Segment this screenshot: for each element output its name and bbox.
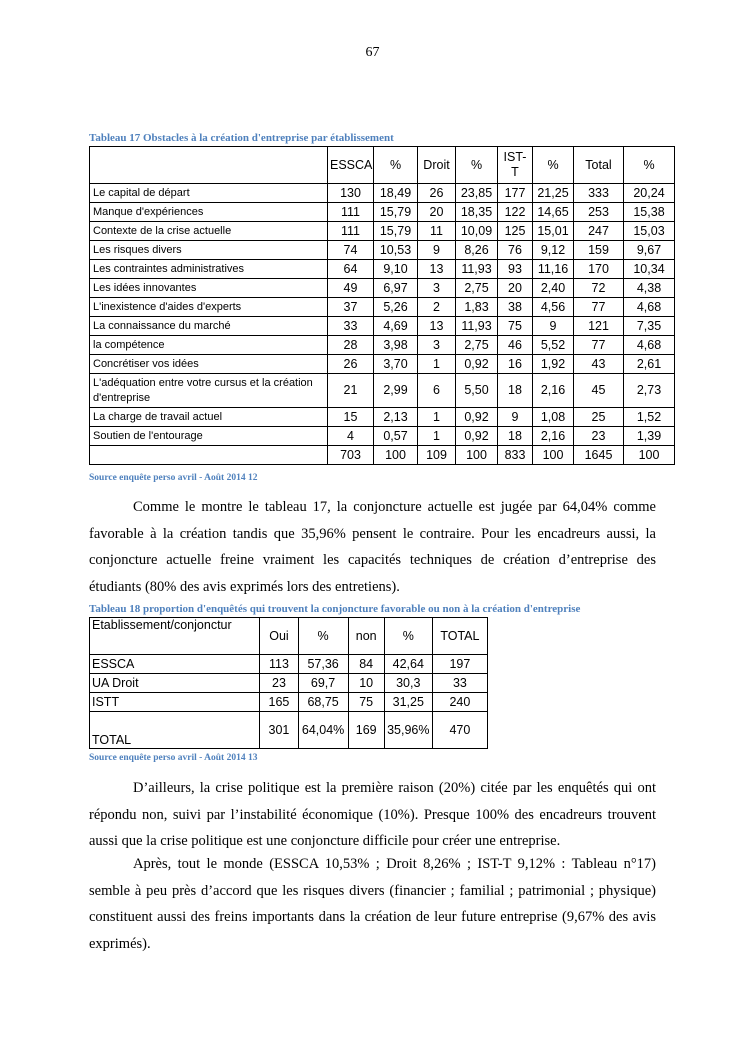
table-cell: 159: [574, 241, 624, 260]
table-cell: 9: [418, 241, 456, 260]
table-cell: 64: [328, 260, 374, 279]
table-cell: 4,69: [374, 317, 418, 336]
header-cell: %: [533, 147, 574, 184]
table-cell: 2,40: [533, 279, 574, 298]
paragraph-1: Comme le montre le tableau 17, la conjoncture actuelle est jugée par 64,04% comme favorable à la création tandis que 35,96% pensent le contraire. Pour les encadreurs aussi, la conjoncture actuelle freine vraiment les capacités techniques de création d’entreprise des étudiants (80% des avis exprimés lors des entretiens).: [89, 499, 656, 595]
table-cell: 1645: [574, 446, 624, 465]
table-cell: 45: [574, 374, 624, 408]
table-cell: 75: [348, 693, 384, 712]
table17-caption: Tableau 17 Obstacles à la création d'entreprise par établissement: [89, 132, 394, 144]
table-cell: 5,26: [374, 298, 418, 317]
header-cell: ESSCA: [328, 147, 374, 184]
row-label: La charge de travail actuel: [90, 408, 328, 427]
table-cell: 1,83: [456, 298, 498, 317]
table-cell: 10,34: [624, 260, 675, 279]
table-cell: 125: [498, 222, 533, 241]
table-cell: 122: [498, 203, 533, 222]
header-cell: Oui: [260, 618, 298, 655]
header-cell: non: [348, 618, 384, 655]
table-total-row: [90, 446, 675, 465]
table-cell: 8,26: [456, 241, 498, 260]
row-label: TOTAL: [90, 712, 260, 749]
table-cell: 37: [328, 298, 374, 317]
header-cell: %: [298, 618, 348, 655]
table-cell: 75: [498, 317, 533, 336]
table-cell: 10,53: [374, 241, 418, 260]
table-cell: 26: [418, 184, 456, 203]
table-cell: 2,75: [456, 279, 498, 298]
table-row: [90, 674, 488, 693]
table17-source: Source enquête perso avril - Août 2014 12: [89, 473, 258, 483]
table-cell: 76: [498, 241, 533, 260]
table-cell: 93: [498, 260, 533, 279]
table-cell: 25: [574, 408, 624, 427]
table-row: [90, 655, 488, 674]
table-cell: 169: [348, 712, 384, 749]
table-cell: 15,01: [533, 222, 574, 241]
table-row: [90, 317, 675, 336]
table-cell: 100: [456, 446, 498, 465]
header-cell: %: [384, 618, 432, 655]
table-row: [90, 241, 675, 260]
page-number: 67: [365, 45, 380, 60]
table-cell: 18,35: [456, 203, 498, 222]
table-cell: 13: [418, 260, 456, 279]
table-cell: 18: [498, 427, 533, 446]
table-cell: 240: [432, 693, 487, 712]
table-cell: 197: [432, 655, 487, 674]
table-cell: 165: [260, 693, 298, 712]
table-cell: 3: [418, 336, 456, 355]
table-cell: 2,16: [533, 427, 574, 446]
paragraph-2: D’ailleurs, la crise politique est la première raison (20%) citée par les enquêtés qui ont répondu non, suivi par l’instabilité économique (10%). Presque 100% des encadreurs trouvent aussi que la crise politique est une conjoncture difficile pour créer une entreprise.: [89, 780, 656, 849]
table-cell: 0,92: [456, 355, 498, 374]
table-cell: 4,56: [533, 298, 574, 317]
table-cell: 46: [498, 336, 533, 355]
table-cell: 13: [418, 317, 456, 336]
header-cell: %: [456, 147, 498, 184]
table-cell: 9: [533, 317, 574, 336]
table-cell: 703: [328, 446, 374, 465]
table-cell: 31,25: [384, 693, 432, 712]
table-header-row: [90, 147, 675, 184]
table-cell: 35,96%: [384, 712, 432, 749]
table-cell: 109: [418, 446, 456, 465]
table-cell: 253: [574, 203, 624, 222]
table-cell: 9,12: [533, 241, 574, 260]
table-cell: 74: [328, 241, 374, 260]
table-row: [90, 408, 675, 427]
table-cell: 2,73: [624, 374, 675, 408]
header-cell: TOTAL: [432, 618, 487, 655]
table-cell: 57,36: [298, 655, 348, 674]
table-cell: 43: [574, 355, 624, 374]
table-cell: 1: [418, 427, 456, 446]
table-cell: 72: [574, 279, 624, 298]
table-cell: 1: [418, 355, 456, 374]
table-cell: 9: [498, 408, 533, 427]
table-cell: 2,13: [374, 408, 418, 427]
row-label: La connaissance du marché: [90, 317, 328, 336]
table-cell: 33: [328, 317, 374, 336]
table-cell: 170: [574, 260, 624, 279]
table-cell: 3: [418, 279, 456, 298]
table-cell: 84: [348, 655, 384, 674]
table-cell: 2,99: [374, 374, 418, 408]
table-cell: 121: [574, 317, 624, 336]
header-cell: IST-T: [498, 147, 533, 184]
table-cell: 14,65: [533, 203, 574, 222]
table-cell: 16: [498, 355, 533, 374]
table18-caption: Tableau 18 proportion d'enquêtés qui trouvent la conjoncture favorable ou non à la création d'entreprise: [89, 603, 581, 615]
table-cell: 111: [328, 222, 374, 241]
paragraph-3: Après, tout le monde (ESSCA 10,53% ; Droit 8,26% ; IST-T 9,12% : Tableau n°17) semble à peu près d’accord que les risques divers (financier ; familial ; patrimonial ; physique) constituent aussi des freins importants dans la création de leur future entreprise (9,67% des avis exprimés).: [89, 856, 656, 952]
table-cell: 15,79: [374, 203, 418, 222]
table-cell: 0,92: [456, 408, 498, 427]
table-total-row: [90, 712, 488, 749]
row-label: [90, 446, 328, 465]
table-cell: 2,75: [456, 336, 498, 355]
header-cell: Droit: [418, 147, 456, 184]
table-cell: 100: [624, 446, 675, 465]
table-cell: 6: [418, 374, 456, 408]
table-cell: 470: [432, 712, 487, 749]
table-cell: 15: [328, 408, 374, 427]
header-cell: [90, 147, 328, 184]
table-cell: 10,09: [456, 222, 498, 241]
row-label: Concrétiser vos idées: [90, 355, 328, 374]
table-row: [90, 184, 675, 203]
table-cell: 64,04%: [298, 712, 348, 749]
table-cell: 68,75: [298, 693, 348, 712]
table-cell: 21,25: [533, 184, 574, 203]
table-cell: 1,92: [533, 355, 574, 374]
conjuncture-table: [89, 617, 488, 749]
table-cell: 77: [574, 336, 624, 355]
table-cell: 18: [498, 374, 533, 408]
table-cell: 2: [418, 298, 456, 317]
row-label: Contexte de la crise actuelle: [90, 222, 328, 241]
table-cell: 130: [328, 184, 374, 203]
row-label: ESSCA: [90, 655, 260, 674]
row-label: UA Droit: [90, 674, 260, 693]
table-cell: 4: [328, 427, 374, 446]
table-row: [90, 336, 675, 355]
table-cell: 11,93: [456, 317, 498, 336]
table-cell: 5,50: [456, 374, 498, 408]
table-cell: 30,3: [384, 674, 432, 693]
table-cell: 1,08: [533, 408, 574, 427]
header-cell: %: [374, 147, 418, 184]
table-cell: 6,97: [374, 279, 418, 298]
table-row: [90, 355, 675, 374]
table-cell: 11,16: [533, 260, 574, 279]
table-cell: 1: [418, 408, 456, 427]
table-cell: 1,52: [624, 408, 675, 427]
table-cell: 77: [574, 298, 624, 317]
table-cell: 21: [328, 374, 374, 408]
table-cell: 113: [260, 655, 298, 674]
row-label: Les risques divers: [90, 241, 328, 260]
table-cell: 2,16: [533, 374, 574, 408]
table-cell: 0,57: [374, 427, 418, 446]
row-label: Les idées innovantes: [90, 279, 328, 298]
row-label: Le capital de départ: [90, 184, 328, 203]
table-cell: 20,24: [624, 184, 675, 203]
table-cell: 49: [328, 279, 374, 298]
table-cell: 11,93: [456, 260, 498, 279]
table-row: [90, 222, 675, 241]
table-row: [90, 427, 675, 446]
table-cell: 23,85: [456, 184, 498, 203]
header-cell: %: [624, 147, 675, 184]
table-cell: 100: [533, 446, 574, 465]
table-cell: 9,10: [374, 260, 418, 279]
table-cell: 38: [498, 298, 533, 317]
obstacles-table: [89, 146, 675, 465]
table-cell: 20: [418, 203, 456, 222]
row-label: la compétence: [90, 336, 328, 355]
table-cell: 1,39: [624, 427, 675, 446]
row-label: Les contraintes administratives: [90, 260, 328, 279]
table-cell: 177: [498, 184, 533, 203]
table-cell: 26: [328, 355, 374, 374]
row-label: ISTT: [90, 693, 260, 712]
table-cell: 833: [498, 446, 533, 465]
table-cell: 3,70: [374, 355, 418, 374]
table-cell: 4,68: [624, 336, 675, 355]
table-header-row: [90, 618, 488, 655]
table-cell: 15,03: [624, 222, 675, 241]
table-cell: 33: [432, 674, 487, 693]
table-row: [90, 279, 675, 298]
table-row: [90, 298, 675, 317]
table-cell: 18,49: [374, 184, 418, 203]
table-cell: 111: [328, 203, 374, 222]
table-cell: 333: [574, 184, 624, 203]
table-cell: 10: [348, 674, 384, 693]
table-cell: 5,52: [533, 336, 574, 355]
table-cell: 4,68: [624, 298, 675, 317]
table-row: [90, 260, 675, 279]
table-cell: 15,79: [374, 222, 418, 241]
table-cell: 2,61: [624, 355, 675, 374]
header-cell: Total: [574, 147, 624, 184]
table-cell: 7,35: [624, 317, 675, 336]
table-cell: 23: [574, 427, 624, 446]
row-label: Manque d'expériences: [90, 203, 328, 222]
table-cell: 247: [574, 222, 624, 241]
table-cell: 11: [418, 222, 456, 241]
table18-source: Source enquête perso avril - Août 2014 13: [89, 753, 258, 763]
header-cell: Etablissement/conjonctur: [90, 618, 260, 655]
table-cell: 15,38: [624, 203, 675, 222]
table-row: [90, 374, 675, 408]
row-label: L'inexistence d'aides d'experts: [90, 298, 328, 317]
table-cell: 23: [260, 674, 298, 693]
table-cell: 0,92: [456, 427, 498, 446]
row-label: L'adéquation entre votre cursus et la création d'entreprise: [90, 374, 328, 408]
table-cell: 9,67: [624, 241, 675, 260]
row-label: Soutien de l'entourage: [90, 427, 328, 446]
table-cell: 301: [260, 712, 298, 749]
table-cell: 4,38: [624, 279, 675, 298]
table-cell: 3,98: [374, 336, 418, 355]
table-row: [90, 203, 675, 222]
table-cell: 20: [498, 279, 533, 298]
table-cell: 69,7: [298, 674, 348, 693]
table-cell: 42,64: [384, 655, 432, 674]
table-cell: 28: [328, 336, 374, 355]
table-cell: 100: [374, 446, 418, 465]
table-row: [90, 693, 488, 712]
